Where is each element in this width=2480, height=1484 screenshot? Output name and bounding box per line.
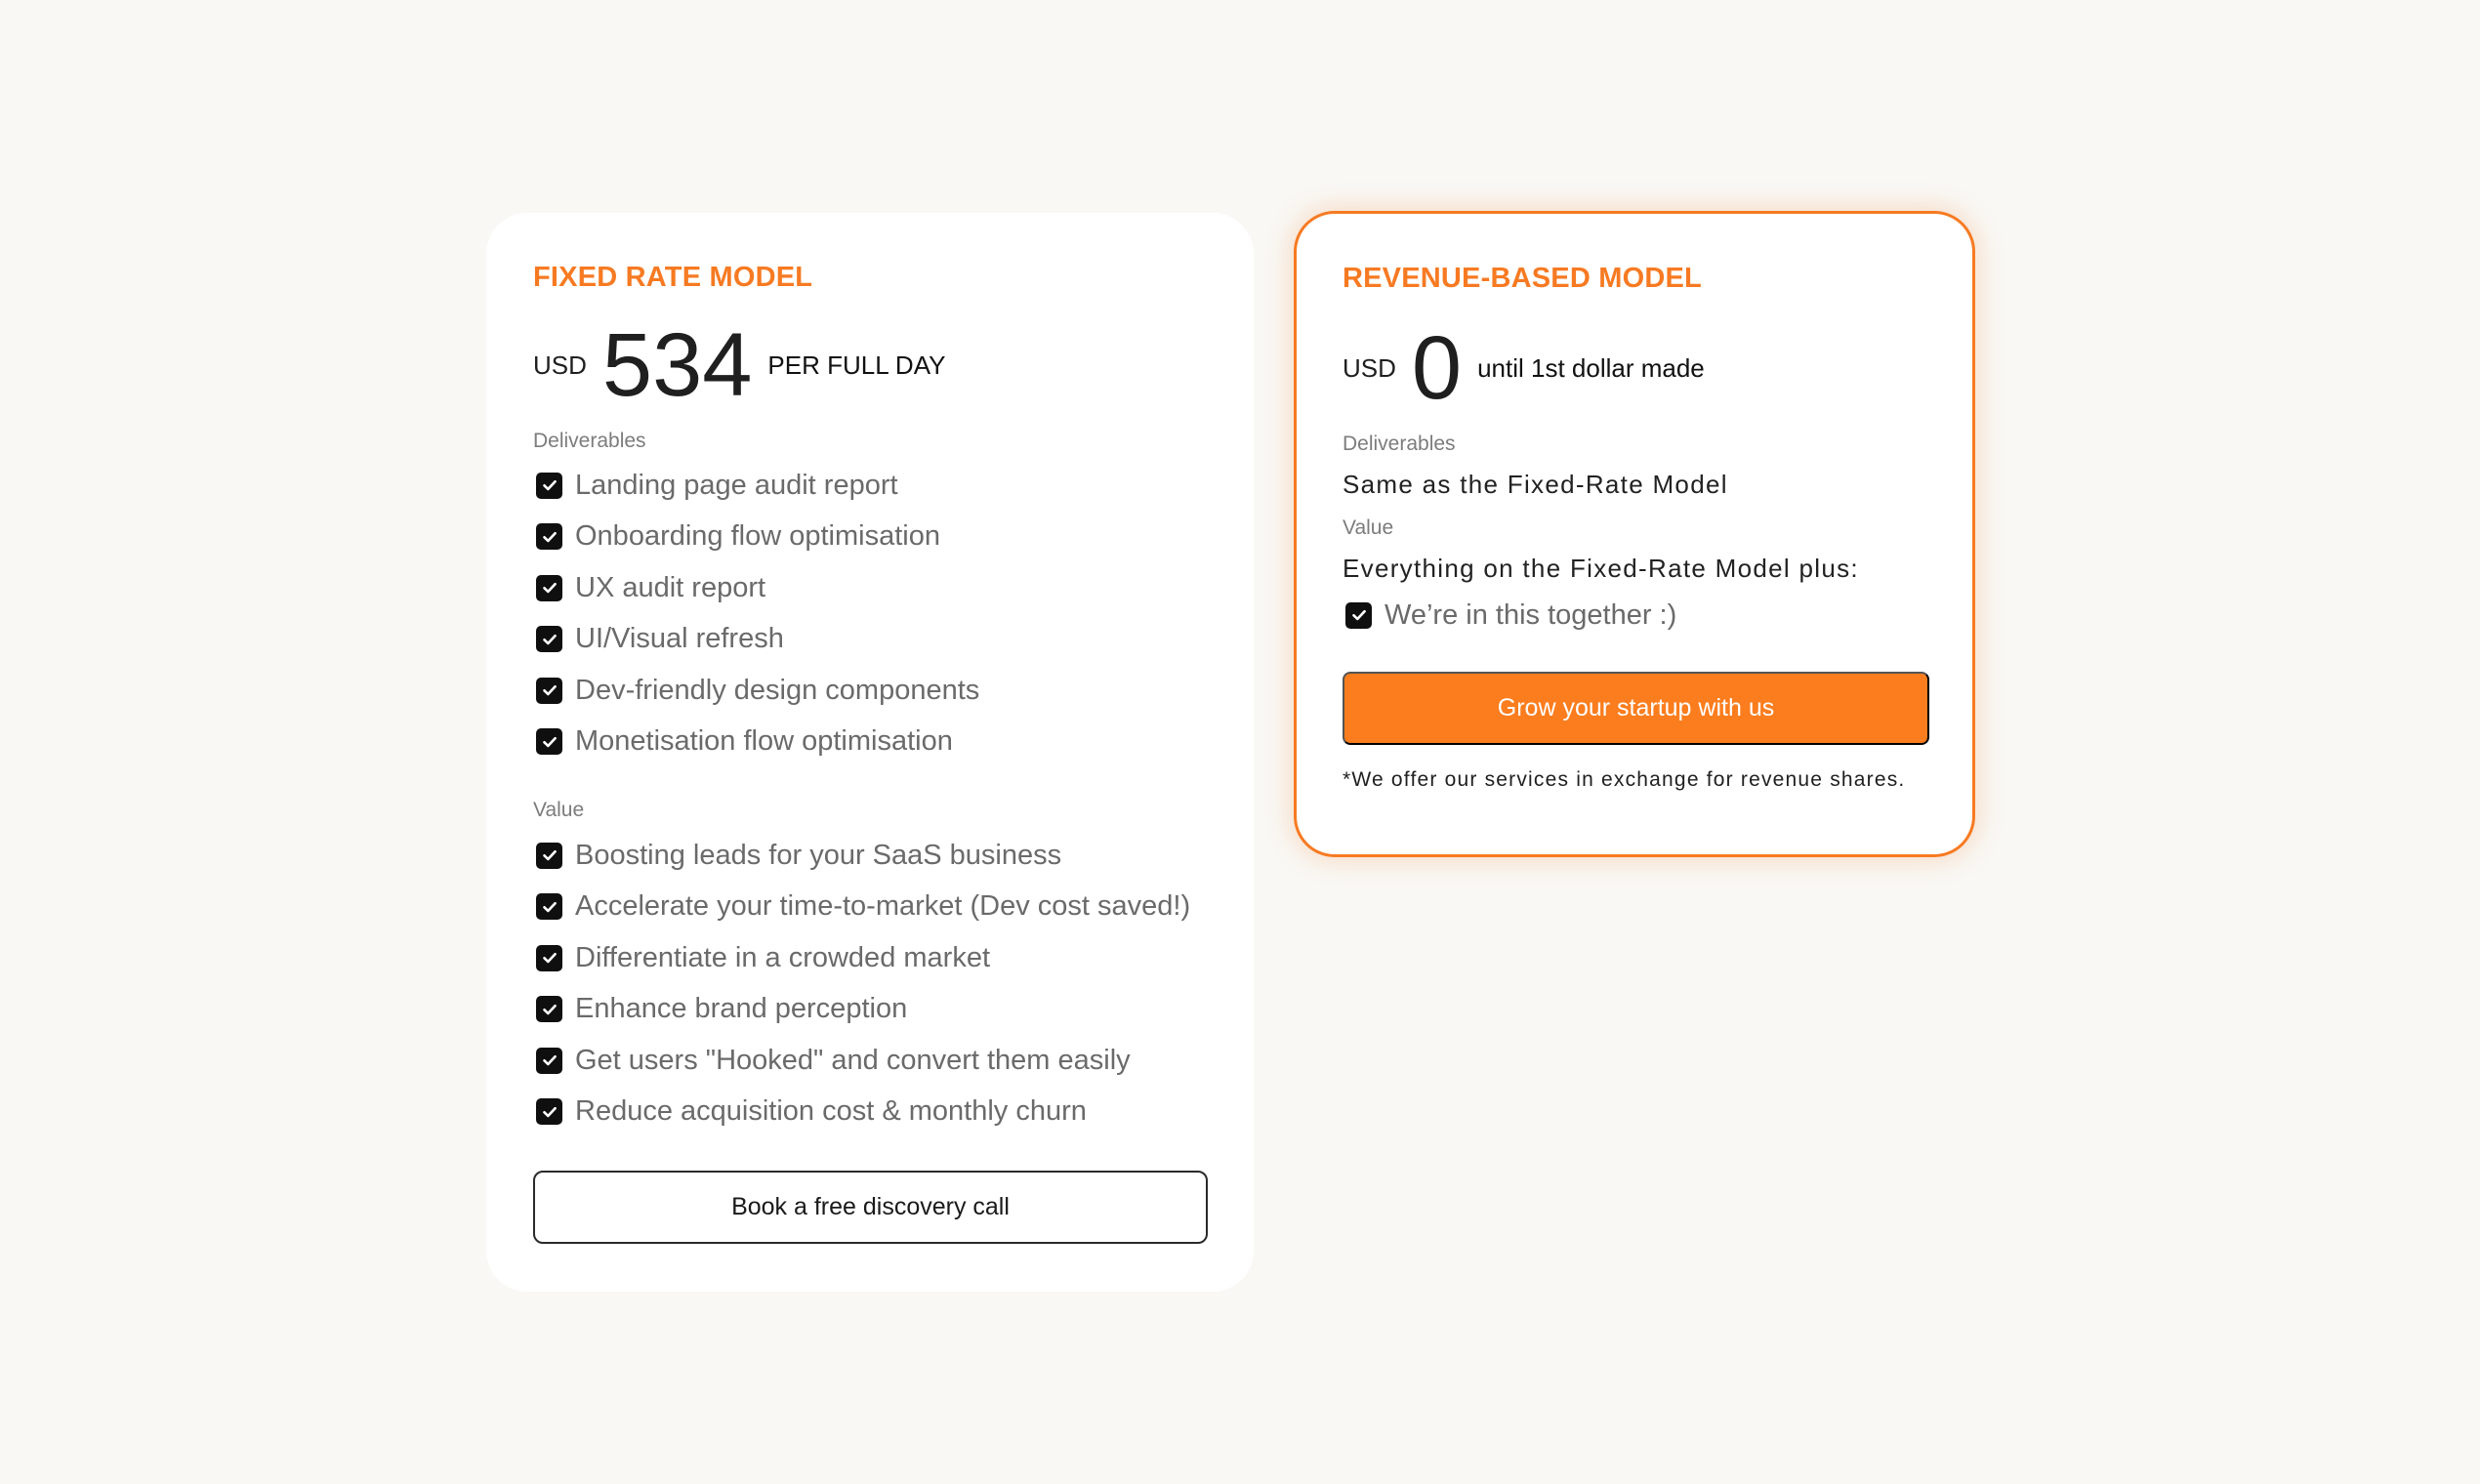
list-item-label: Boosting leads for your SaaS business [575,839,1062,871]
list-item [533,1035,1190,1087]
revenue-based-card [1294,211,1975,857]
list-item-label: UI/Visual refresh [575,623,784,655]
price-period: until 1st dollar made [1477,352,1705,383]
list-item [533,665,979,717]
checkbox-checked-icon [536,843,562,869]
value-text: Everything on the Fixed-Rate Model plus: [1343,554,1859,583]
checkbox-checked-icon [536,678,562,704]
checkbox-checked-icon [536,893,562,920]
checkbox-checked-icon [536,996,562,1022]
list-item-label: Enhance brand perception [575,993,908,1025]
list-item [533,512,979,563]
plan-title: FIXED RATE MODEL [533,262,813,293]
value-list [533,830,1190,1137]
checkbox-checked-icon [536,575,562,601]
list-item-label: Accelerate your time-to-market (Dev cost saved!) [575,890,1191,923]
checkbox-checked-icon [536,1048,562,1074]
currency-label: USD [1343,352,1396,383]
list-item-label: Get users "Hooked" and convert them easily [575,1044,1131,1076]
book-discovery-call-button[interactable]: Book a free discovery call [533,1171,1208,1244]
checkbox-checked-icon [536,473,562,499]
list-item-label: Landing page audit report [575,469,898,501]
deliverables-label: Deliverables [1343,433,1456,455]
list-item-label: UX audit report [575,571,766,603]
deliverables-label: Deliverables [533,430,646,452]
list-item [533,614,979,666]
footnote: *We offer our services in exchange for revenue shares. [1343,768,1906,791]
deliverables-list [533,460,979,767]
currency-label: USD [533,350,587,380]
plan-title: REVENUE-BASED MODEL [1343,263,1702,294]
price-amount: 0 [1411,318,1463,418]
value-list [1343,590,1676,641]
price-row [533,315,946,415]
grow-startup-button[interactable]: Grow your startup with us [1343,672,1929,745]
list-item [533,932,1190,984]
price-row [1343,318,1705,418]
checkbox-checked-icon [536,945,562,971]
list-item [533,882,1190,933]
list-item [533,717,979,768]
list-item [533,562,979,614]
list-item [1343,590,1676,641]
list-item-label: Dev-friendly design components [575,674,980,706]
checkbox-checked-icon [536,1098,562,1125]
price-amount: 534 [601,315,753,415]
price-period: PER FULL DAY [767,350,946,380]
list-item [533,460,979,512]
list-item-label: Differentiate in a crowded market [575,941,991,973]
list-item-label: Reduce acquisition cost & monthly churn [575,1095,1087,1128]
fixed-rate-card [486,213,1254,1292]
list-item-label: Monetisation flow optimisation [575,725,953,758]
value-label: Value [533,799,585,821]
list-item [533,1087,1190,1138]
checkbox-checked-icon [536,728,562,755]
list-item [533,984,1190,1036]
checkbox-checked-icon [1345,602,1372,629]
list-item [533,830,1190,882]
deliverables-text: Same as the Fixed-Rate Model [1343,470,1728,499]
list-item-label: We’re in this together :) [1385,598,1677,631]
checkbox-checked-icon [536,523,562,550]
checkbox-checked-icon [536,626,562,652]
value-label: Value [1343,516,1394,539]
list-item-label: Onboarding flow optimisation [575,520,940,553]
